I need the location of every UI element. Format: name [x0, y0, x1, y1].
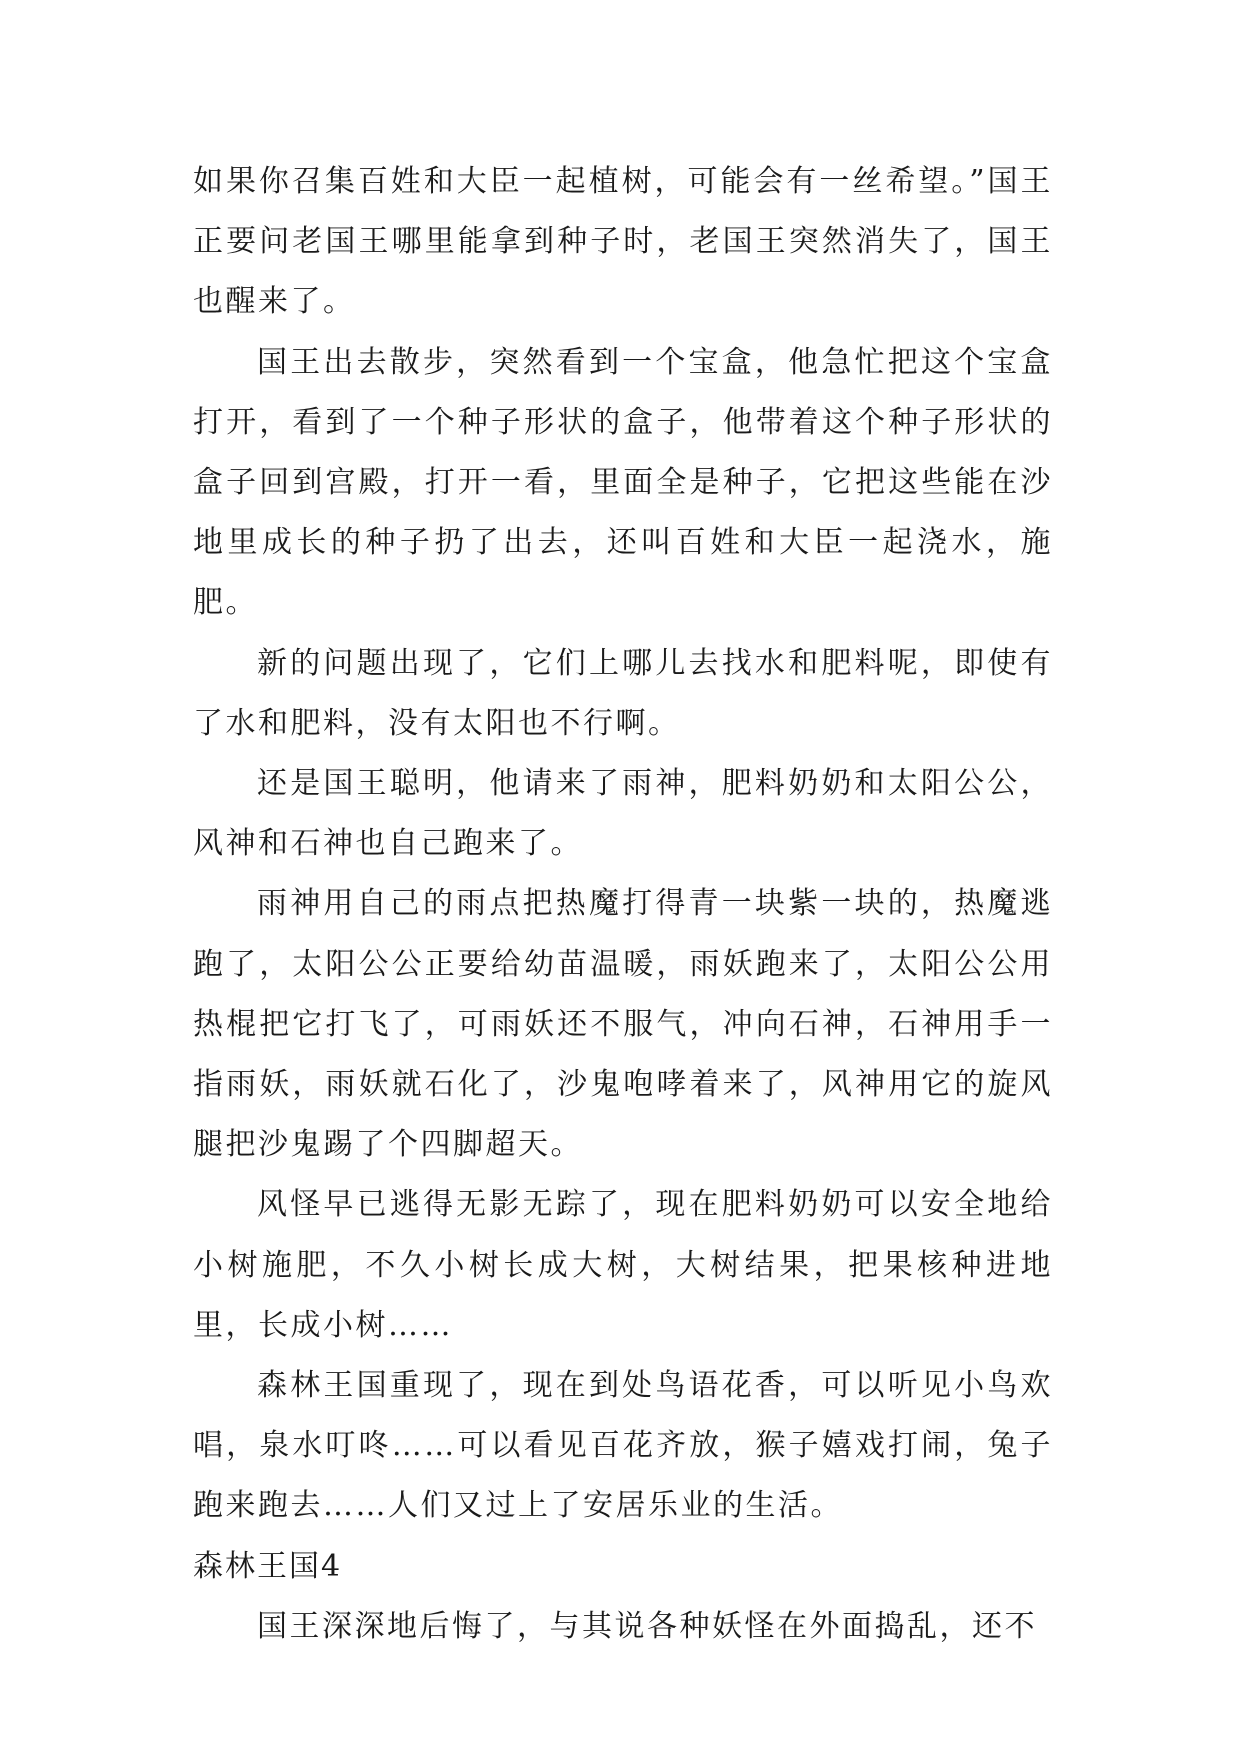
paragraph: 森林王国重现了，现在到处鸟语花香，可以听见小鸟欢唱，泉水叮咚……可以看见百花齐放，猴子嬉戏打闹，兔子跑来跑去……人们又过上了安居乐业的生活。	[193, 1368, 1053, 1524]
paragraph: 国王出去散步，突然看到一个宝盒，他急忙把这个宝盒打开，看到了一个种子形状的盒子，他带着这个种子形状的盒子回到宫殿，打开一看，里面全是种子，它把这些能在沙地里成长的种子扔了出去，还叫百姓和大臣一起浇水，施肥。	[193, 344, 1053, 621]
paragraph: 还是国王聪明，他请来了雨神，肥料奶奶和太阳公公，风神和石神也自己跑来了。	[193, 766, 1053, 862]
paragraph: 如果你召集百姓和大臣一起植树，可能会有一丝希望。”国王正要问老国王哪里能拿到种子时，老国王突然消失了，国王也醒来了。	[193, 164, 1053, 320]
document-body	[193, 152, 1053, 1657]
paragraph: 新的问题出现了，它们上哪儿去找水和肥料呢，即使有了水和肥料，没有太阳也不行啊。	[193, 645, 1053, 741]
section-heading: 森林王国4	[193, 1548, 343, 1584]
paragraph: 雨神用自己的雨点把热魔打得青一块紫一块的，热魔逃跑了，太阳公公正要给幼苗温暖，雨妖跑来了，太阳公公用热棍把它打飞了，可雨妖还不服气，冲向石神，石神用手一指雨妖，雨妖就石化了，沙鬼咆哮着来了，风神用它的旋风腿把沙鬼踢了个四脚超天。	[193, 886, 1053, 1163]
closing-paragraph: 国王深深地后悔了，与其说各种妖怪在外面捣乱，还不	[257, 1608, 1037, 1644]
paragraph: 风怪早已逃得无影无踪了，现在肥料奶奶可以安全地给小树施肥，不久小树长成大树，大树结果，把果核种进地里，长成小树……	[193, 1187, 1053, 1343]
